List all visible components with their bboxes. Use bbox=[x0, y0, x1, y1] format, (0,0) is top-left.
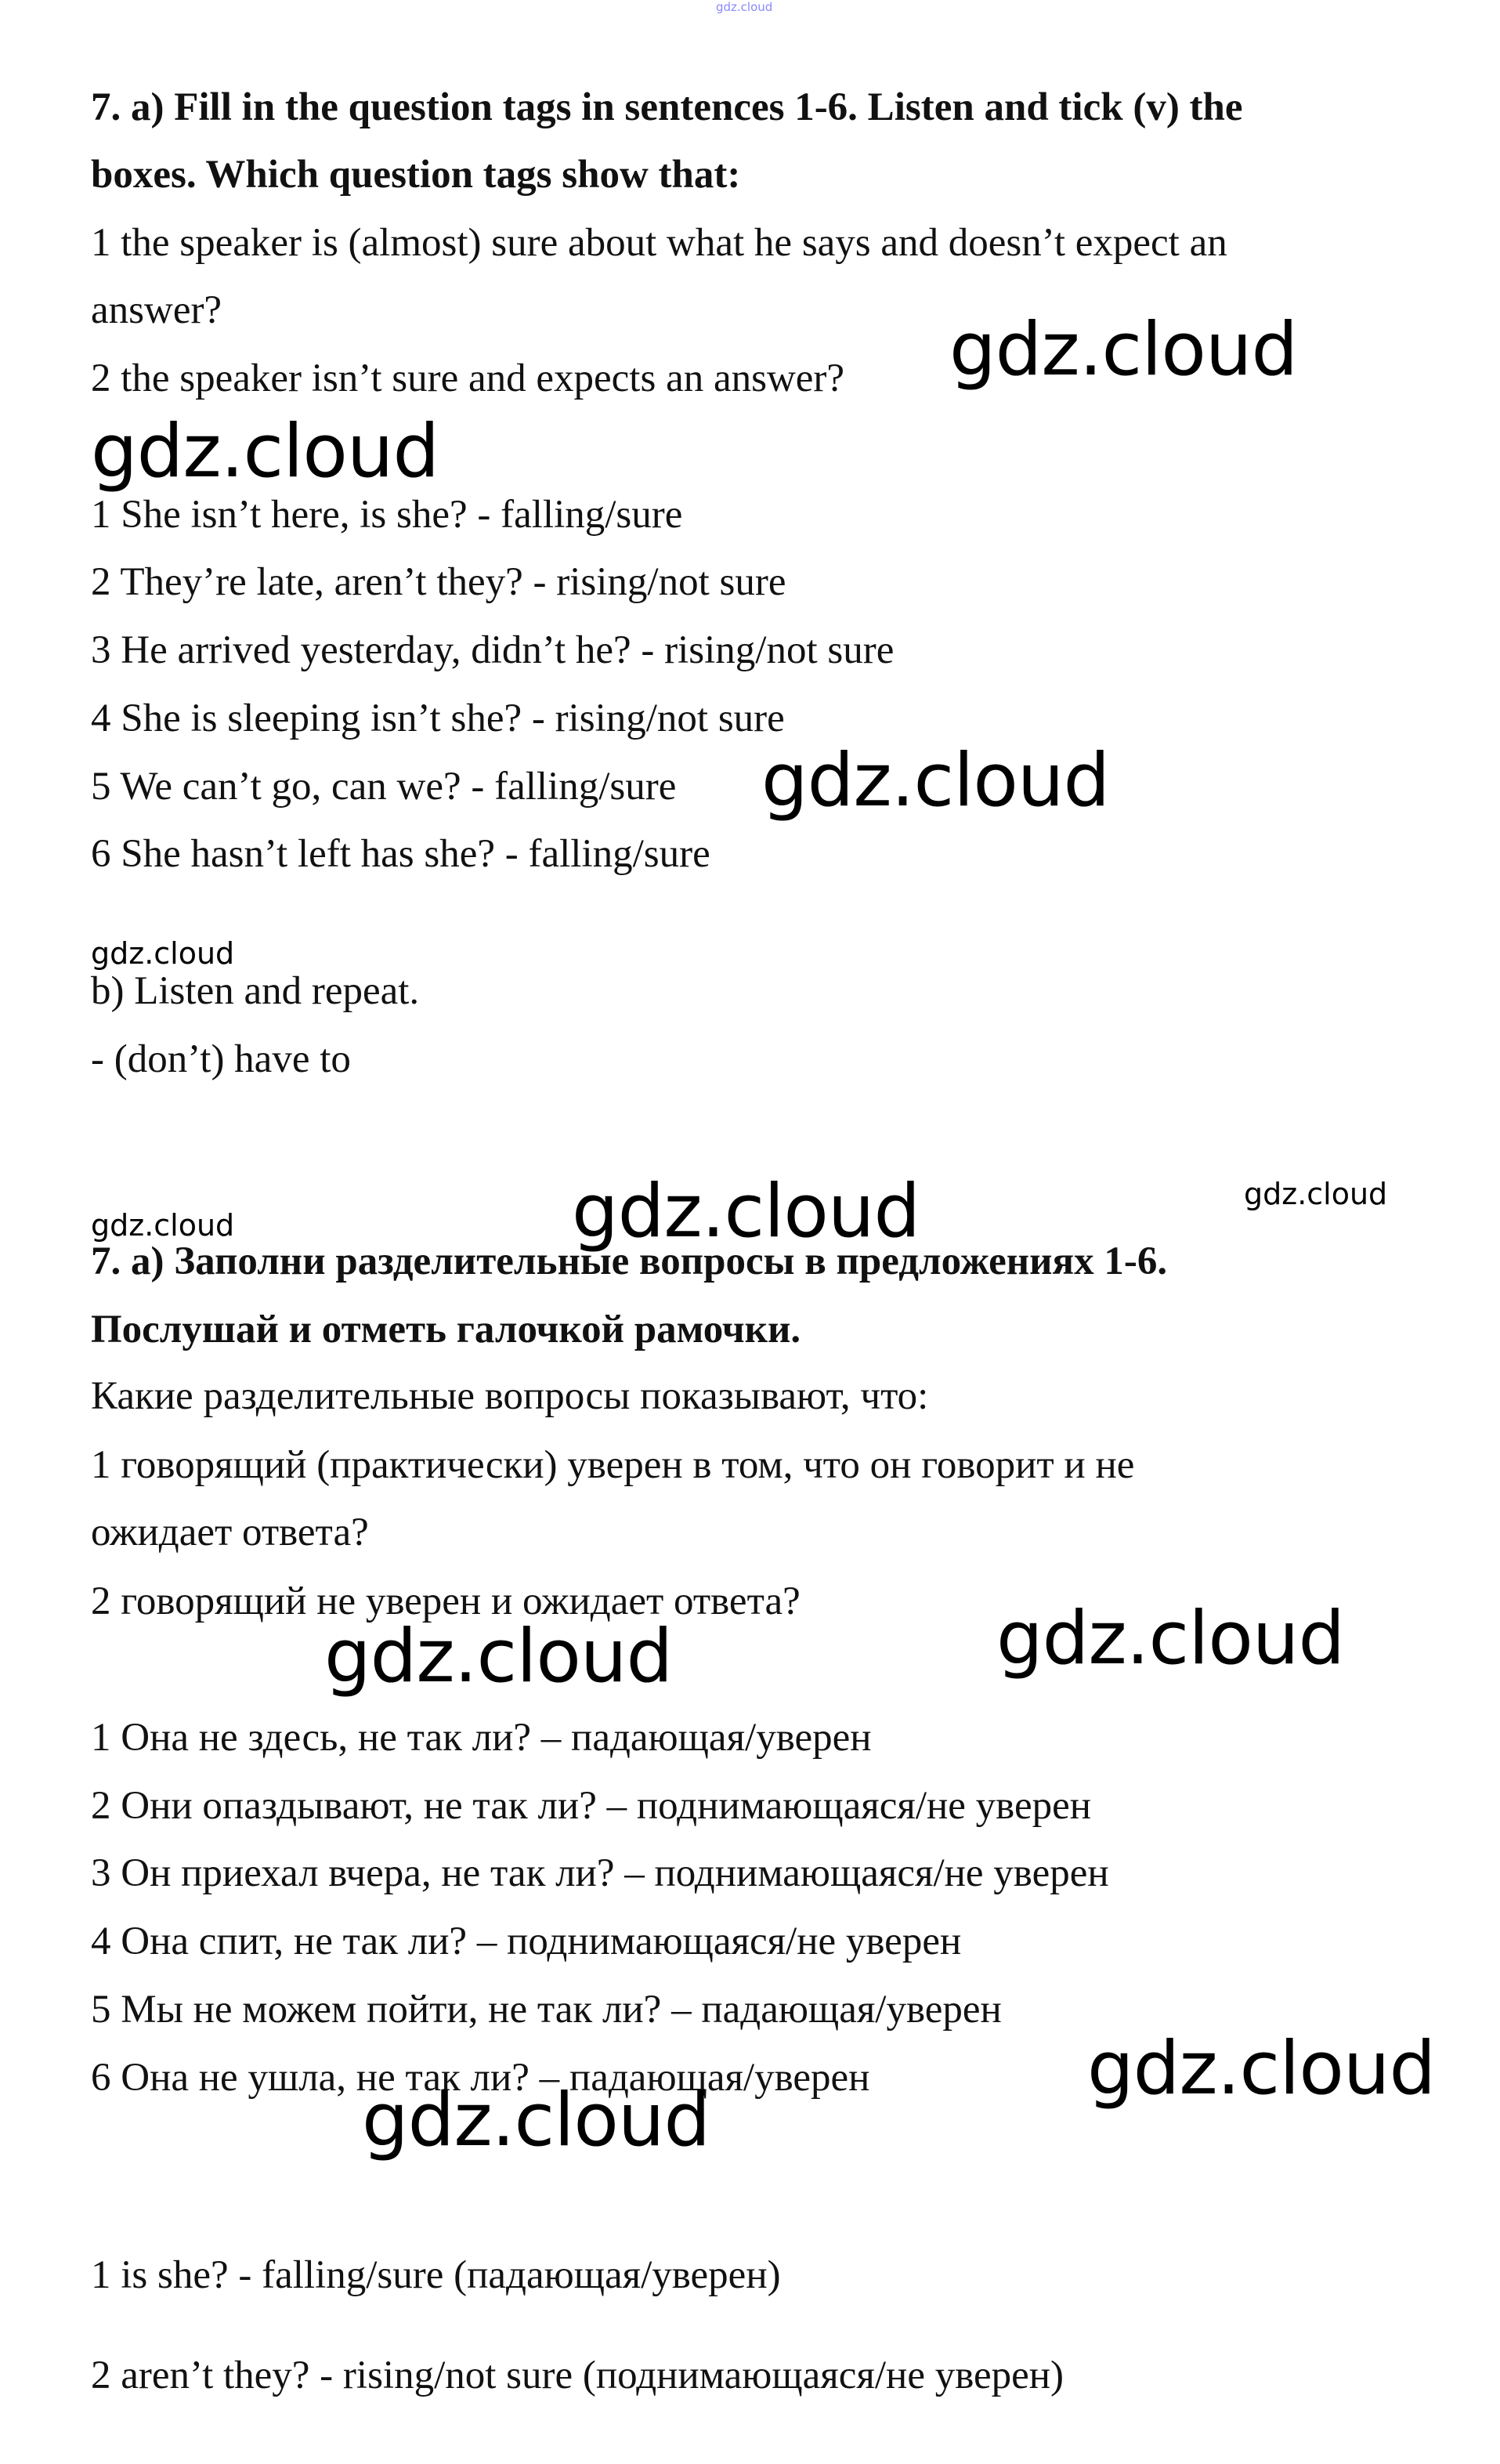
answer-ru-4: 4 Она спит, не так ли? – поднимающаяся/не уверен bbox=[91, 1919, 962, 1963]
watermark: gdz.cloud bbox=[1087, 2026, 1436, 2111]
question-2-ru: 2 говорящий не уверен и ожидает ответа? bbox=[91, 1579, 801, 1623]
watermark: gdz.cloud bbox=[761, 738, 1110, 823]
answer-en-2: 2 They’re late, aren’t they? - rising/not sure bbox=[91, 560, 786, 604]
question-1-en-line2: answer? bbox=[91, 288, 222, 332]
question-1-ru-line1: 1 говорящий (практически) уверен в том, что он говорит и не bbox=[91, 1443, 1135, 1487]
answer-en-3: 3 He arrived yesterday, didn’t he? - rising/not sure bbox=[91, 628, 895, 672]
answer-ru-5: 5 Мы не можем пойти, не так ли? – падающая/уверен bbox=[91, 1988, 1002, 2032]
exercise-heading-ru-line1: 7. a) Заполни разделительные вопросы в предложениях 1-6. bbox=[91, 1239, 1168, 1283]
watermark: gdz.cloud bbox=[996, 1596, 1345, 1681]
question-1-ru-line2: ожидает ответа? bbox=[91, 1511, 369, 1554]
question-1-en-line1: 1 the speaker is (almost) sure about what he says and doesn’t expect an bbox=[91, 221, 1227, 265]
watermark: gdz.cloud bbox=[91, 936, 235, 971]
watermark: gdz.cloud bbox=[91, 409, 439, 494]
question-intro-ru: Какие разделительные вопросы показывают, что: bbox=[91, 1374, 929, 1418]
part-b-item: - (don’t) have to bbox=[91, 1037, 351, 1081]
watermark: gdz.cloud bbox=[362, 2078, 710, 2163]
summary-2: 2 aren’t they? - rising/not sure (поднимающаяся/не уверен) bbox=[91, 2354, 1064, 2397]
answer-en-1: 1 She isn’t here, is she? - falling/sure bbox=[91, 493, 683, 537]
watermark: gdz.cloud bbox=[324, 1614, 673, 1699]
answer-en-4: 4 She is sleeping isn’t she? - rising/not sure bbox=[91, 697, 785, 740]
answer-ru-3: 3 Он приехал вчера, не так ли? – поднимающаяся/не уверен bbox=[91, 1851, 1109, 1895]
exercise-heading-ru-line2: Послушай и отметь галочкой рамочки. bbox=[91, 1308, 801, 1351]
watermark: gdz.cloud bbox=[91, 1208, 235, 1243]
answer-en-6: 6 She hasn’t left has she? - falling/sure bbox=[91, 832, 710, 876]
watermark: gdz.cloud bbox=[572, 1169, 920, 1254]
watermark-top: gdz.cloud bbox=[716, 0, 773, 14]
summary-1: 1 is she? - falling/sure (падающая/уверен) bbox=[91, 2253, 781, 2297]
exercise-heading-en-line2: boxes. Which question tags show that: bbox=[91, 153, 741, 197]
answer-ru-1: 1 Она не здесь, не так ли? – падающая/уверен bbox=[91, 1716, 872, 1760]
answer-ru-6: 6 Она не ушла, не так ли? – падающая/уверен bbox=[91, 2056, 870, 2100]
question-2-en: 2 the speaker isn’t sure and expects an answer? bbox=[91, 356, 845, 400]
answer-en-5: 5 We can’t go, can we? - falling/sure bbox=[91, 765, 677, 809]
watermark: gdz.cloud bbox=[1244, 1177, 1388, 1211]
part-b-label: b) Listen and repeat. bbox=[91, 969, 420, 1013]
answer-ru-2: 2 Они опаздывают, не так ли? – поднимающаяся/не уверен bbox=[91, 1784, 1092, 1828]
watermark: gdz.cloud bbox=[949, 307, 1298, 393]
exercise-heading-en-line1: 7. a) Fill in the question tags in sentences 1-6. Listen and tick (v) the bbox=[91, 85, 1243, 129]
